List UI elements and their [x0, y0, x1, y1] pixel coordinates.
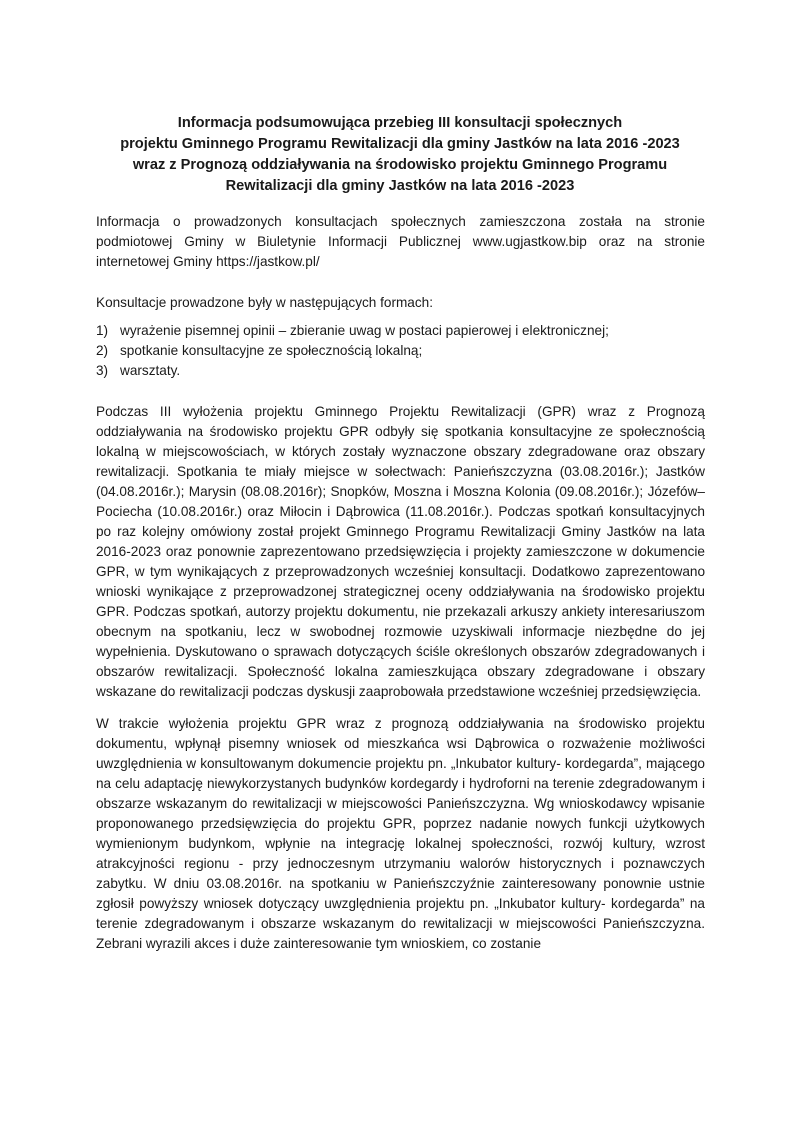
list-item	[96, 321, 705, 341]
meetings-paragraph: Podczas III wyłożenia projektu Gminnego Projektu Rewitalizacji (GPR) wraz z Prognozą oddziaływania na środowisko projektu GPR odbyły się spotkania konsultacyjne ze społecznością lokalną w miejscowościach, w których zostały wyznaczone obszary zdegradowane oraz obszary rewitalizacji. Spotkania te miały miejsce w sołectwach: Panieńszczyzna (03.08.2016r.); Jastków (04.08.2016r.); Marysin (08.08.2016r); Snopków, Moszna i Moszna Kolonia (09.08.2016r.); Józefów– Pociecha (10.08.2016r.) oraz Miłocin i Dąbrowica (11.08.2016r.). Podczas spotkań konsultacyjnych po raz kolejny omówiony został projekt Gminnego Programu Rewitalizacji Gminy Jastków na lata 2016-2023 oraz ponownie zaprezentowano przedsięwzięcia i projekty zamieszczone w dokumencie GPR, w tym wynikających z przeprowadzonych wcześniej konsultacji. Dodatkowo zaprezentowano wnioski wynikające z przeprowadzonej strategicznej oceny oddziaływania na środowisko projektu GPR. Podczas spotkań, autorzy projektu dokumentu, nie przekazali arkuszy ankiety interesariuszom obecnym na spotkaniu, lecz w swobodnej rozmowie uzyskiwali informacje niezbędne do jej wypełnienia. Dyskutowano o sprawach dotyczących ściśle określonych obszarów zdegradowanych i obszarów rewitalizacji. Społeczność lokalna zamieszkująca obszary zdegradowane i obszary wskazane do rewitalizacji podczas dyskusji zaaprobowała przedstawione wcześniej przedsięwzięcia.	[96, 404, 705, 699]
title-line-2: projektu Gminnego Programu Rewitalizacji dla gminy Jastków na lata 2016 -2023	[120, 136, 680, 152]
document-title	[96, 113, 704, 197]
forms-list	[96, 321, 705, 381]
list-item	[96, 361, 705, 381]
list-item-number: 2)	[96, 343, 109, 358]
forms-intro: Konsultacje prowadzone były w następujących formach:	[96, 295, 434, 310]
title-line-3: wraz z Prognozą oddziaływania na środowisko projektu Gminnego Programu	[132, 157, 668, 173]
application-paragraph: W trakcie wyłożenia projektu GPR wraz z prognozą oddziaływania na środowisko projektu dokumentu, wpłynął pisemny wniosek od mieszkańca wsi Dąbrowica o rozważenie możliwości uwzględnienia w konsultowanym dokumencie projektu pn. „Inkubator kultury- kordegarda”, mającego na celu adaptację niewykorzystanych budynków kordegardy i hydroforni na terenie zdegradowanym i obszarze wskazanym do rewitalizacji w miejscowości Panieńszczyzna. Wg wnioskodawcy wpisanie proponowanego przedsięwzięcia do projektu GPR, poprzez nadanie nowych funkcji użytkowych wymienionym budynkom, wpłynie na integrację lokalnej społeczności, rozwój kultury, wzrost atrakcyjności regionu - przy jednoczesnym utrzymaniu walorów historycznych i poznawczych zabytku. W dniu 03.08.2016r. na spotkaniu w Panieńszczyźnie zainteresowany ponownie ustnie zgłosił powyższy wniosek dotyczący uwzględnienia projektu pn. „Inkubator kultury- kordegarda” na terenie zdegradowanym i obszarze wskazanym do rewitalizacji w miejscowości Panieńszczyzna. Zebrani wyrazili akces i duże zainteresowanie tym wnioskiem, co zostanie	[96, 716, 705, 951]
title-line-4: Rewitalizacji dla gminy Jastków na lata 2016 -2023	[225, 178, 575, 194]
list-item-number: 3)	[96, 363, 109, 378]
list-item	[96, 341, 705, 361]
document-body	[96, 212, 705, 954]
list-item-text: spotkanie konsultacyjne ze społecznością lokalną;	[120, 343, 423, 358]
list-item-text: warsztaty.	[120, 363, 181, 378]
info-paragraph: Informacja o prowadzonych konsultacjach społecznych zamieszczona została na stronie podmiotowej Gminy w Biuletynie Informacji Publicznej www.ugjastkow.bip oraz na stronie internetowej Gminy https://jastkow.pl/	[96, 214, 705, 269]
title-line-1: Informacja podsumowująca przebieg III konsultacji społecznych	[177, 115, 623, 131]
list-item-text: wyrażenie pisemnej opinii – zbieranie uwag w postaci papierowej i elektronicznej;	[120, 323, 609, 338]
list-item-number: 1)	[96, 323, 109, 338]
